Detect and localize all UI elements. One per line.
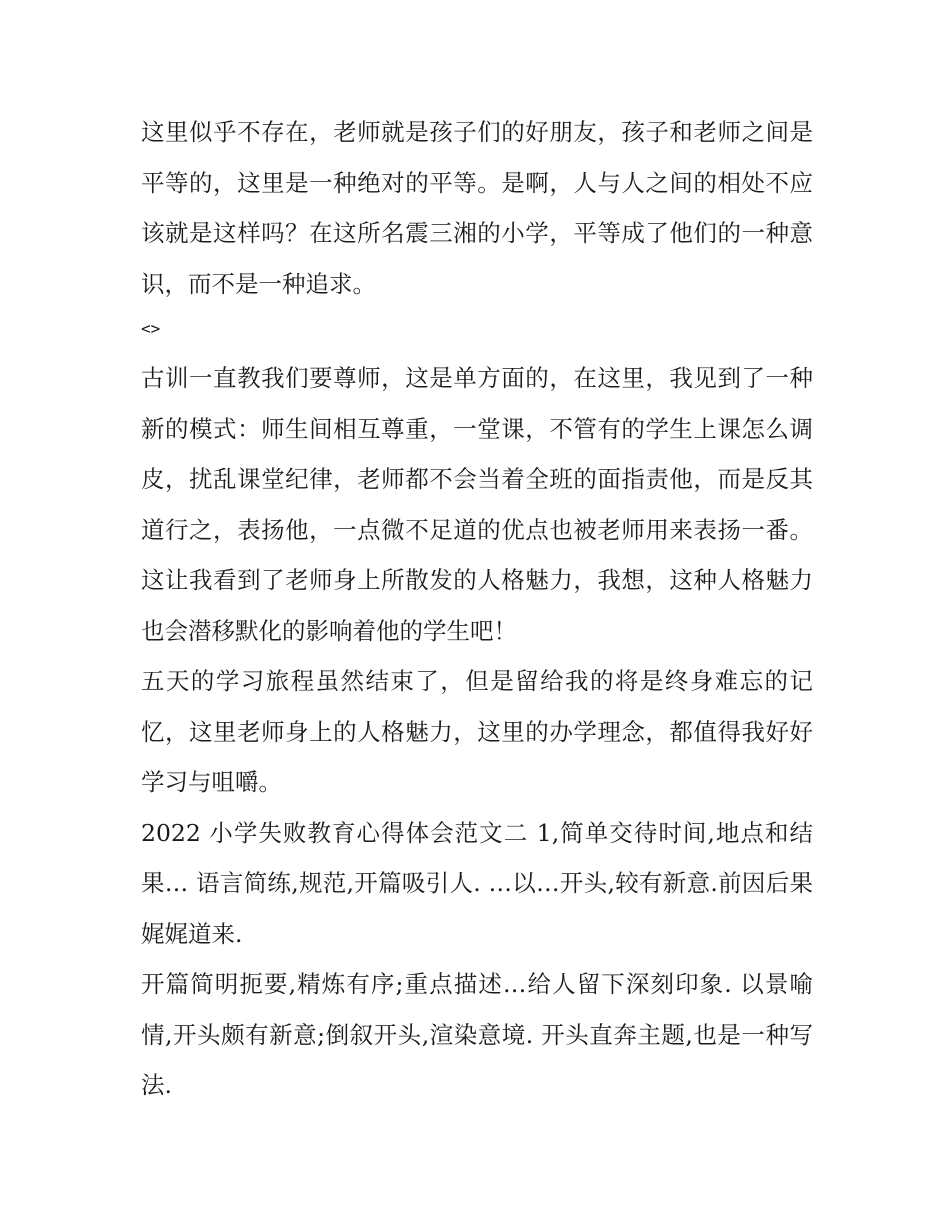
- paragraph-opening-tips: 开篇简明扼要,精炼有序;重点描述…给人留下深刻印象. 以景喻情,开头颇有新意;倒叙开头,渲染意境. 开头直奔主题,也是一种写法.: [141, 970, 813, 1099]
- paragraph-conclusion: 五天的学习旅程虽然结束了，但是留给我的将是终身难忘的记忆，这里老师身上的人格魅力，这里的办学理念，都值得我好好学习与咀嚼。: [141, 667, 813, 796]
- section-marker: <>: [141, 319, 161, 338]
- paragraph-mutual-respect: 古训一直教我们要尊师，这是单方面的，在这里，我见到了一种新的模式：师生间相互尊重，一堂课，不管有的学生上课怎么调皮，扰乱课堂纪律，老师都不会当着全班的面指责他，而是反其道行之，表扬他，一点微不足道的优点也被老师用来表扬一番。这让我看到了老师身上所散发的人格魅力，我想，这种人格魅力也会潜移默化的影响着他的学生吧！: [141, 364, 813, 645]
- document-body: [141, 107, 813, 1111]
- paragraph-equality: 这里似乎不存在，老师就是孩子们的好朋友，孩子和老师之间是平等的，这里是一种绝对的平等。是啊，人与人之间的相处不应该就是这样吗？在这所名震三湘的小学，平等成了他们的一种意识，而不是一种追求。: [141, 118, 813, 298]
- paragraph-essay-two: 2022 小学失败教育心得体会范文二 1,简单交待时间,地点和结果… 语言简练,规范,开篇吸引人. …以…开头,较有新意.前因后果娓娓道来.: [141, 818, 813, 948]
